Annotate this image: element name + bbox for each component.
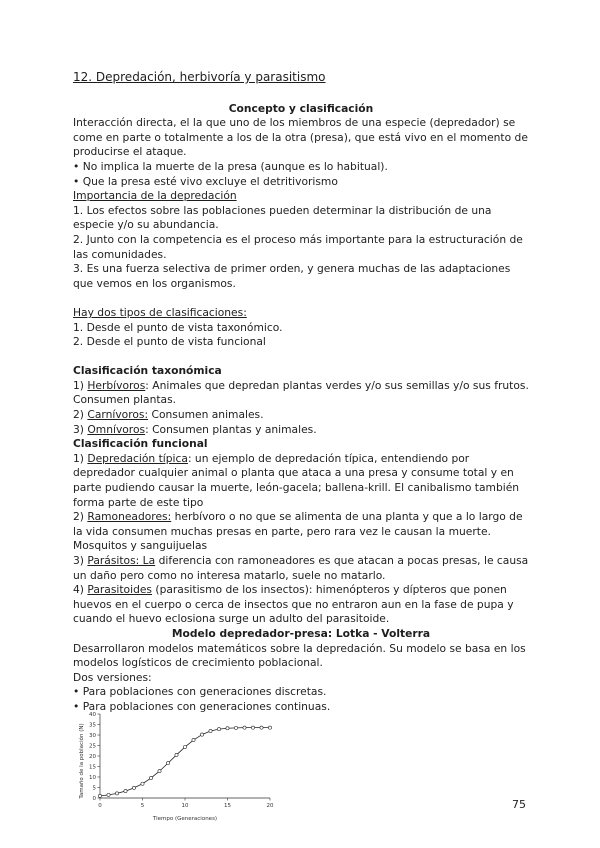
functional-item <box>73 452 529 510</box>
chart-data-point <box>260 726 263 729</box>
item-term: Omnívoros <box>87 422 146 436</box>
chart-data-point <box>234 726 237 729</box>
chart-data-point <box>209 729 212 732</box>
chart-data-point <box>132 786 135 789</box>
functional-heading: Clasificación funcional <box>73 437 208 451</box>
item-prefix: 3) <box>73 554 88 567</box>
bullet-item: • No implica la muerte de la presa (aunque es lo habitual). <box>73 159 388 173</box>
item-term: Ramoneadores: <box>87 510 172 524</box>
item-prefix: 3) <box>73 422 88 436</box>
chart-y-axis-label: Tamaño de la población (N) <box>79 723 85 799</box>
page-number: 75 <box>512 798 526 811</box>
chart-series-curve <box>100 728 270 796</box>
chart-data-point <box>141 782 144 785</box>
version-item: • Para poblaciones con generaciones continuas. <box>73 699 331 713</box>
chart-data-point <box>217 728 220 731</box>
chart-series-line <box>100 728 270 796</box>
chart-data-point <box>200 733 203 736</box>
chart-y-tick-label: 15 <box>89 764 96 771</box>
chart-x-tick-label: 20 <box>266 803 274 809</box>
item-text: diferencia con ramoneadores es que atacan a pocas presas, le causa un daño pero como no interesa matarlo, suele no matarlo. <box>73 554 529 582</box>
type-item: 1. Desde el punto de vista taxonómico. <box>73 320 283 334</box>
item-prefix: 4) <box>73 583 88 597</box>
item-text: herbívoro o no que se alimenta de una planta y que a lo largo de la vida consumen muchas presas en parte, pero rara vez le causan la muerte. Mosquitos y sanguijuelas <box>73 510 523 553</box>
chart-y-tick-label: 5 <box>92 785 96 792</box>
chart-y-tick-label: 20 <box>89 754 96 760</box>
chart-data-point <box>243 726 246 729</box>
chart-data-point <box>183 745 186 748</box>
chart-data-point <box>115 792 118 795</box>
item-text: : un ejemplo de depredación típica, entendiendo por depredador cualquier animal o planta que ataca a una presa y consume total y en parte pudiendo causar la muerte, león-gacela; ballena-krill. El canibalismo también forma parte de este tipo <box>73 451 520 509</box>
item-text: (parasitismo de los insectos): himenópteros y dípteros que ponen huevos en el cuerpo o cerca de insectos que no entraron aun en la fase de pupa y cuando el huevo eclosiona surge un adulto del parasitoide. <box>73 583 514 626</box>
chart-data-point <box>149 776 152 779</box>
chart-data-point <box>226 727 229 730</box>
chart-y-tick-label: 30 <box>89 733 96 739</box>
chart-data-point <box>251 726 254 729</box>
chart-y-tick-label: 40 <box>89 712 96 718</box>
item-text: : Animales que depredan plantas verdes y/o sus semillas y/o sus frutos. Consumen plantas. <box>73 378 529 407</box>
chart-x-tick-label: 5 <box>140 803 145 809</box>
chart-x-axis-label: Tiempo (Generaciones) <box>152 816 218 822</box>
item-text: : Consumen plantas y animales. <box>145 422 317 436</box>
functional-item <box>73 510 529 554</box>
item-prefix: 1) <box>73 378 88 392</box>
item-prefix: 2) <box>73 510 88 524</box>
taxonomic-heading: Clasificación taxonómica <box>73 364 222 378</box>
types-heading: Hay dos tipos de clasificaciones: <box>73 305 247 319</box>
item-term: Parasitoides <box>87 583 152 597</box>
chart-data-point <box>166 762 169 765</box>
item-term: Herbívoros <box>87 378 146 392</box>
section-heading-concept: Concepto y clasificación <box>228 101 374 115</box>
chart-data-point <box>98 794 101 797</box>
item-term: Carnívoros: <box>87 408 149 422</box>
model-heading: Modelo depredador-presa: Lotka - Volterra <box>171 626 431 640</box>
taxonomic-item <box>73 423 529 438</box>
chart-x-tick-label: 15 <box>224 803 231 809</box>
chart-y-tick-label: 10 <box>89 775 96 781</box>
chart-x-tick-label: 0 <box>98 803 102 809</box>
intro-paragraph: Interacción directa, el la que uno de los miembros de una especie (depredador) se come en parte o totalmente a los de la otra (presa), que está vivo en el momento de producirse el ataque. <box>73 116 528 159</box>
taxonomic-item <box>73 408 529 423</box>
item-prefix: 2) <box>73 408 88 422</box>
item-term: Depredación típica <box>87 451 188 465</box>
chart-data-point <box>175 753 178 756</box>
chart-data-point <box>192 738 195 741</box>
importance-item: 1. Los efectos sobre las poblaciones pueden determinar la distribución de una especie y/o su abundancia. <box>73 203 492 232</box>
chart-y-tick-label: 0 <box>92 796 96 802</box>
population-growth-chart <box>73 706 283 824</box>
chart-y-tick-label: 25 <box>89 743 96 750</box>
taxonomic-item <box>73 379 529 408</box>
item-term: Parásitos: La <box>87 554 156 567</box>
chart-data-point <box>107 793 110 796</box>
type-item: 2. Desde el punto de vista funcional <box>73 335 266 349</box>
importance-heading: Importancia de la depredación <box>73 189 237 203</box>
chart-data-point <box>158 770 161 773</box>
importance-item: 3. Es una fuerza selectiva de primer orden, y genera muchas de las adaptaciones que vemos en los organismos. <box>73 262 511 290</box>
chart-series-points <box>98 726 271 797</box>
chart-x-tick-label: 10 <box>181 803 189 809</box>
importance-item: 2. Junto con la competencia es el proceso más importante para la estructuración de las comunidades. <box>73 232 523 261</box>
version-item: • Para poblaciones con generaciones discretas. <box>73 685 327 699</box>
chart-data-point <box>124 789 127 792</box>
chart-data-point <box>268 726 271 729</box>
chart-y-tick-label: 35 <box>89 722 96 729</box>
item-text: Consumen animales. <box>148 408 264 422</box>
item-prefix: 1) <box>73 451 88 465</box>
page-title: 12. Depredación, herbivoría y parasitismo <box>73 70 326 84</box>
document-page <box>73 70 529 715</box>
bullet-item: • Que la presa esté vivo excluye el detritivorismo <box>73 174 338 188</box>
model-paragraph: Desarrollaron modelos matemáticos sobre la depredación. Su modelo se basa en los modelos logísticos de crecimiento poblacional. <box>73 641 526 670</box>
functional-item <box>73 583 529 627</box>
versions-label: Dos versiones: <box>73 670 152 684</box>
functional-item <box>73 554 529 583</box>
